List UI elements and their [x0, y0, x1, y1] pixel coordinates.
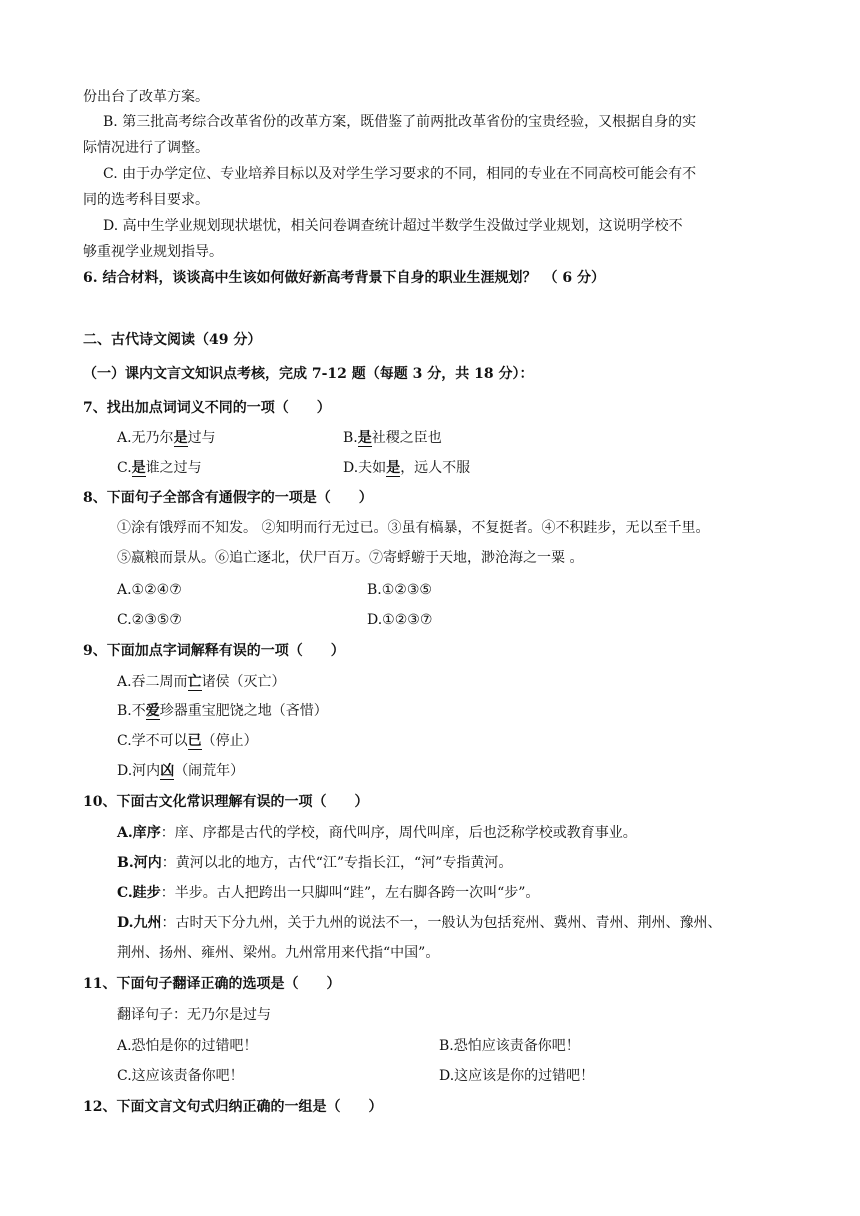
q8-sentences-1: ①涂有饿殍而不知发。 ②知明而行无过已。③虽有槁暴，不复挺者。④不积跬步，无以至千里。 [117, 520, 710, 536]
question-11-stem: 11、下面句子翻译正确的选项是（ ） [83, 976, 341, 992]
option-d-line-cont: 够重视学业规划指导。 [83, 244, 223, 260]
q7-option-a: A.无乃尔是过与 [117, 430, 216, 446]
q7-option-b: B.是社稷之臣也 [343, 430, 442, 446]
dotted-word: 是 [357, 430, 372, 446]
q9-option-a: A.吞二周而亡诸侯（灭亡） [117, 674, 286, 690]
dotted-word: 是 [173, 430, 188, 446]
q8-sentences-2: ⑤嬴粮而景从。⑥追亡逐北，伏尸百万。⑦寄蜉蝣于天地，渺沧海之一粟 。 [117, 550, 584, 566]
q11-option-c: C.这应该责备你吧！ [117, 1068, 244, 1084]
question-10-stem: 10、下面古文化常识理解有误的一项（ ） [83, 794, 369, 810]
dotted-word: 是 [131, 460, 146, 476]
subsection-heading: （一）课内文言文知识点考核，完成 7-12 题（每题 3 分，共 18 分）： [83, 366, 534, 382]
q9-option-c: C.学不可以已（停止） [117, 733, 258, 749]
section-heading: 二、古代诗文阅读（49 分） [83, 332, 262, 348]
dotted-word: 亡 [187, 674, 202, 690]
q10-option-c: C.跬步：半步。古人把跨出一只脚叫“跬”，左右脚各跨一次叫“步”。 [117, 885, 540, 901]
question-8-stem: 8、下面句子全部含有通假字的一项是（ ） [83, 490, 373, 506]
question-9-stem: 9、下面加点字词解释有误的一项（ ） [83, 643, 345, 659]
option-c-line-cont: 同的选考科目要求。 [83, 192, 209, 208]
dotted-word: 爱 [145, 703, 160, 719]
q8-option-a: A.①②④⑦ [117, 582, 182, 598]
dotted-word: 是 [386, 460, 401, 476]
q10-option-b: B.河内：黄河以北的地方，古代“江”专指长江，“河”专指黄河。 [117, 855, 513, 871]
passage-line: 份出台了改革方案。 [83, 89, 209, 105]
q11-option-a: A.恐怕是你的过错吧！ [117, 1038, 258, 1054]
q7-option-d: D.夫如是，远人不服 [343, 460, 471, 476]
q11-option-b: B.恐怕应该责备你吧！ [439, 1038, 580, 1054]
q8-option-c: C.②③⑤⑦ [117, 612, 182, 628]
q7-option-c: C.是谁之过与 [117, 460, 202, 476]
question-7-stem: 7、找出加点词词义不同的一项（ ） [83, 400, 331, 416]
q9-option-b: B.不爱珍器重宝肥饶之地（吝惜） [117, 703, 328, 719]
option-d-line: D. 高中生学业规划现状堪忧，相关问卷调查统计超过半数学生没做过学业规划，这说明学校不 [103, 218, 683, 234]
dotted-word: 已 [187, 733, 202, 749]
q8-option-b: B.①②③⑤ [367, 582, 432, 598]
q10-option-a: A.庠序：庠、序都是古代的学校，商代叫序，周代叫庠，后也泛称学校或教育事业。 [117, 825, 637, 841]
q11-sentence: 翻译句子：无乃尔是过与 [117, 1007, 271, 1023]
option-b-line: B. 第三批高考综合改革省份的改革方案，既借鉴了前两批改革省份的宝贵经验，又根据自身的实 [103, 114, 697, 130]
q10-option-d-cont: 荆州、扬州、雍州、梁州。九州常用来代指“中国”。 [117, 945, 440, 961]
q10-option-d: D.九州：古时天下分九州，关于九州的说法不一，一般认为包括兖州、冀州、青州、荆州、豫州、 [117, 915, 722, 931]
question-6: 6. 结合材料，谈谈高中生该如何做好新高考背景下自身的职业生涯规划？ （ 6 分） [83, 270, 605, 286]
q9-option-d: D.河内凶（闹荒年） [117, 763, 245, 779]
option-c-line: C. 由于办学定位、专业培养目标以及对学生学习要求的不同，相同的专业在不同高校可能会有不 [103, 166, 697, 182]
q8-option-d: D.①②③⑦ [367, 612, 433, 628]
q11-option-d: D.这应该是你的过错吧！ [439, 1068, 595, 1084]
question-12-stem: 12、下面文言文句式归纳正确的一组是（ ） [83, 1099, 383, 1115]
option-b-line-cont: 际情况进行了调整。 [83, 140, 209, 156]
dotted-word: 凶 [160, 763, 175, 779]
